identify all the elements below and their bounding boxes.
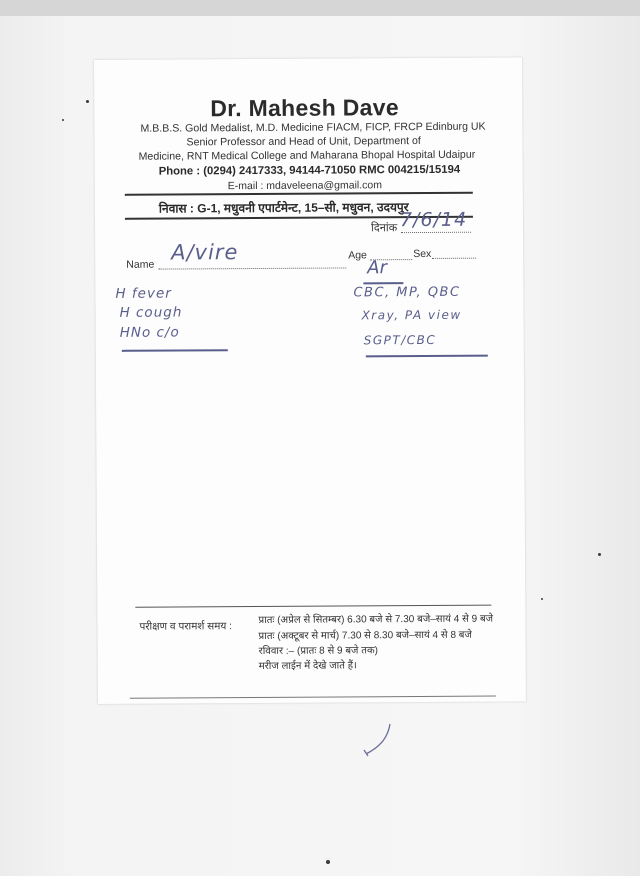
age-label: Age <box>348 249 367 262</box>
handwritten-complaint: HNo c/o <box>119 324 180 341</box>
timing-line: प्रातः (अप्रेल से सितम्बर) 6.30 बजे से 7.30 बजे–सायं 4 से 9 बजे <box>258 613 494 627</box>
doctor-name: Dr. Mahesh Dave <box>210 94 399 122</box>
sex-label: Sex <box>413 247 432 261</box>
handwritten-investigation: SGPT/CBC <box>363 332 437 348</box>
sex-line <box>432 258 476 259</box>
qualification-line: Medicine, RNT Medical College and Maharana Bhopal Hospital Udaipur <box>138 148 476 163</box>
dust-speck <box>326 860 330 864</box>
date-label: दिनांक <box>370 222 398 235</box>
dust-speck <box>541 598 543 600</box>
handwritten-investigation: CBC, MP, QBC <box>353 284 461 301</box>
residence-address: निवास : G-1, मधुवनी एपार्टमेन्ट, 15–सी, मधुवन, उदयपुर <box>158 200 409 216</box>
name-line <box>158 267 346 269</box>
timings-divider <box>135 605 491 608</box>
qualification-line: M.B.B.S. Gold Medalist, M.D. Medicine FIACM, FICP, FRCP Edinburg UK <box>140 120 486 135</box>
handwritten-age: Ar <box>367 257 388 279</box>
prescription-sheet <box>94 57 526 704</box>
footer-divider <box>130 696 496 699</box>
scan-edge <box>0 0 640 16</box>
ink-scribble <box>360 722 400 758</box>
email-line: E-mail : mdaveleena@gmail.com <box>227 179 383 193</box>
timing-line: प्रातः (अक्टूबर से मार्च) 7.30 से 8.30 बजे–सायं 4 से 8 बजे <box>258 629 472 643</box>
handwritten-complaint: H fever <box>115 285 172 302</box>
ink-underline <box>122 349 228 351</box>
dust-speck <box>86 100 89 103</box>
handwritten-date: 7/6/14 <box>399 208 468 232</box>
handwritten-name: A/vire <box>171 240 239 265</box>
dust-speck <box>62 119 64 121</box>
ink-underline <box>366 355 488 357</box>
header-divider <box>125 192 473 196</box>
timing-line: मरीज लाईन में देखे जाते हैं। <box>258 660 357 673</box>
ink-underline <box>363 282 403 284</box>
name-label: Name <box>126 258 155 271</box>
phone-line: Phone : (0294) 2417333, 94144-71050 RMC 004215/15194 <box>158 163 461 178</box>
dust-speck <box>598 553 601 556</box>
date-line <box>401 232 471 233</box>
qualification-line: Senior Professor and Head of Unit, Department of <box>186 135 421 149</box>
timings-label: परीक्षण व परामर्श समय : <box>139 621 233 633</box>
handwritten-investigation: Xray, PA view <box>361 307 462 323</box>
handwritten-complaint: H cough <box>119 304 183 321</box>
timing-line: रविवार :– (प्रातः 8 से 9 बजे तक) <box>258 645 378 658</box>
